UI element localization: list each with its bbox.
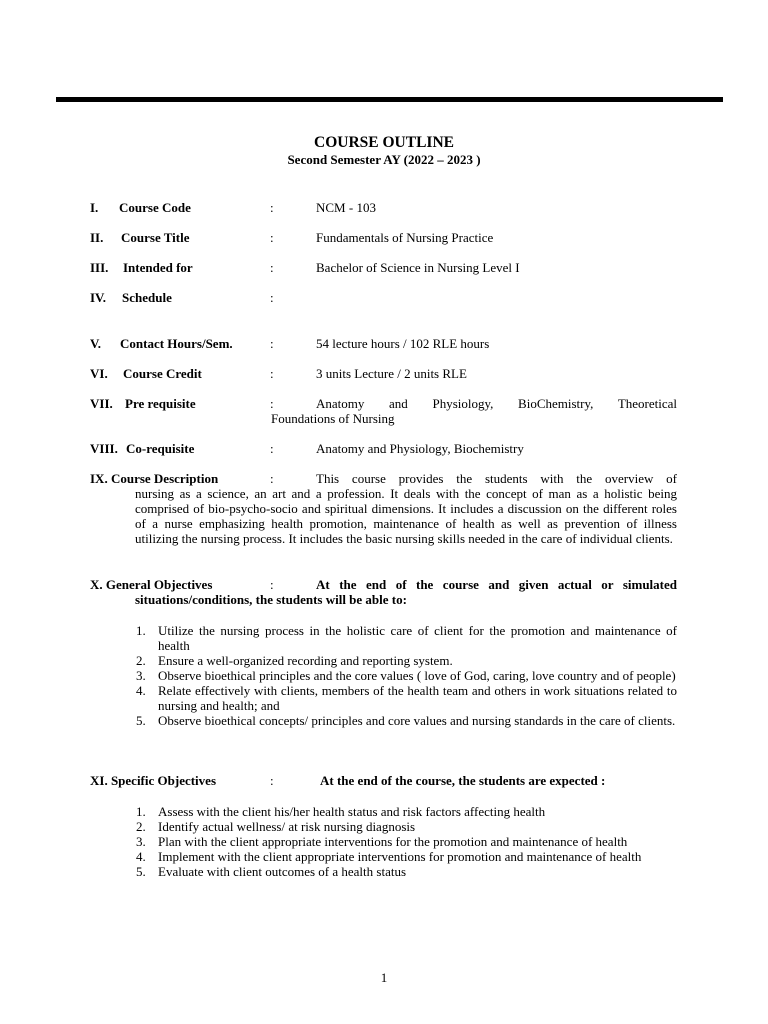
list-item bbox=[136, 713, 677, 728]
field-schedule bbox=[90, 290, 677, 305]
section-colon: : bbox=[270, 577, 274, 592]
field-colon: : bbox=[270, 230, 274, 245]
field-label: Contact Hours/Sem. bbox=[120, 336, 233, 351]
field-label: Course Title bbox=[121, 230, 190, 245]
field-intended-for bbox=[90, 260, 677, 275]
list-item-number: 5. bbox=[136, 713, 146, 728]
list-item-number: 2. bbox=[136, 819, 146, 834]
general-objectives-list bbox=[136, 623, 677, 728]
field-colon: : bbox=[270, 336, 274, 351]
section-label: X. General Objectives bbox=[90, 577, 213, 592]
list-item-text: Ensure a well-organized recording and reporting system. bbox=[158, 653, 453, 668]
field-label: Intended for bbox=[123, 260, 193, 275]
field-numeral: III. bbox=[90, 260, 109, 275]
field-colon: : bbox=[270, 290, 274, 305]
section-label: IX. Course Description bbox=[90, 471, 219, 486]
list-item-number: 1. bbox=[136, 623, 146, 638]
list-item-text: Plan with the client appropriate interventions for the promotion and maintenance of health bbox=[158, 834, 628, 849]
list-item bbox=[136, 623, 677, 653]
document-title: COURSE OUTLINE bbox=[314, 134, 454, 151]
list-item bbox=[136, 849, 677, 864]
field-value: Fundamentals of Nursing Practice bbox=[316, 230, 494, 245]
list-item bbox=[136, 819, 677, 834]
list-item-number: 3. bbox=[136, 668, 146, 683]
field-numeral: VI. bbox=[90, 366, 108, 381]
list-item-text: Identify actual wellness/ at risk nursing diagnosis bbox=[158, 819, 416, 834]
field-numeral: IV. bbox=[90, 290, 107, 305]
field-course-title bbox=[90, 230, 677, 245]
field-label: Course Credit bbox=[123, 366, 202, 381]
list-item bbox=[136, 668, 677, 683]
field-pre-requisite bbox=[90, 396, 677, 426]
general-objectives-header bbox=[90, 577, 677, 609]
field-colon: : bbox=[270, 396, 274, 411]
specific-objectives-header bbox=[90, 773, 677, 788]
field-numeral: VII. bbox=[90, 396, 113, 411]
field-value: NCM - 103 bbox=[316, 200, 376, 215]
field-colon: : bbox=[270, 366, 274, 381]
list-item-text: Utilize the nursing process in the holistic care of client for the promotion and maintenance of health bbox=[158, 623, 677, 653]
field-numeral: VIII. bbox=[90, 441, 118, 456]
description-first-line: This course provides the students with the overview of bbox=[316, 471, 677, 486]
field-value: 3 units Lecture / 2 units RLE bbox=[316, 366, 467, 381]
section-label: XI. Specific Objectives bbox=[90, 773, 217, 788]
list-item-number: 4. bbox=[136, 683, 146, 698]
list-item bbox=[136, 804, 677, 819]
field-colon: : bbox=[270, 200, 274, 215]
field-numeral: V. bbox=[90, 336, 101, 351]
field-course-credit bbox=[90, 366, 677, 381]
list-item-number: 5. bbox=[136, 864, 146, 879]
list-item bbox=[136, 653, 677, 668]
section-colon: : bbox=[270, 471, 274, 486]
list-item-text: Evaluate with client outcomes of a health status bbox=[158, 864, 407, 879]
field-numeral: I. bbox=[90, 200, 99, 215]
field-value: Anatomy and Physiology, BioChemistry, Theoretical bbox=[316, 396, 677, 411]
course-description-section bbox=[90, 471, 677, 563]
list-item-number: 2. bbox=[136, 653, 146, 668]
specific-objectives-list bbox=[136, 804, 677, 879]
section-lead-first: At the end of the course and given actual or simulated bbox=[316, 577, 677, 592]
field-colon: : bbox=[270, 441, 274, 456]
list-item-number: 4. bbox=[136, 849, 146, 864]
list-item-number: 3. bbox=[136, 834, 146, 849]
field-colon: : bbox=[270, 260, 274, 275]
description-text: nursing as a science, an art and a profession. It deals with the concept of man as a holistic being comprised of bio-psycho-socio and spiritual dimensions. It includes a discussion on the different roles of a nurse emphasizing health promotion, maintenance of health as well as prevention of illness utilizing the nursing process. It includes the basic nursing skills needed in the care of individual clients. bbox=[135, 486, 677, 546]
list-item-text: Observe bioethical concepts/ principles and core values and nursing standards in the care of clients. bbox=[158, 713, 676, 728]
field-value: 54 lecture hours / 102 RLE hours bbox=[316, 336, 490, 351]
field-value-continuation: Foundations of Nursing bbox=[271, 411, 395, 426]
field-value: Bachelor of Science in Nursing Level I bbox=[316, 260, 520, 275]
document-subtitle: Second Semester AY (2022 – 2023 ) bbox=[287, 152, 481, 167]
list-item bbox=[136, 683, 677, 713]
section-lead: At the end of the course, the students are expected : bbox=[320, 773, 606, 788]
field-value: Anatomy and Physiology, Biochemistry bbox=[316, 441, 524, 456]
header-rule bbox=[56, 97, 723, 102]
field-label: Co-requisite bbox=[126, 441, 195, 456]
list-item-text: Assess with the client his/her health status and risk factors affecting health bbox=[158, 804, 546, 819]
list-item-number: 1. bbox=[136, 804, 146, 819]
list-item-text: Observe bioethical principles and the core values ( love of God, caring, love country and of people) bbox=[158, 668, 676, 683]
list-item-text: Relate effectively with clients, members of the health team and others in work situations related to nursing and health; and bbox=[158, 683, 677, 713]
section-lead-rest: situations/conditions, the students will be able to: bbox=[135, 592, 407, 607]
field-label: Pre requisite bbox=[125, 396, 196, 411]
list-item bbox=[136, 864, 677, 879]
list-item-text: Implement with the client appropriate interventions for promotion and maintenance of health bbox=[158, 849, 642, 864]
section-colon: : bbox=[270, 773, 274, 788]
field-label: Course Code bbox=[119, 200, 191, 215]
field-numeral: II. bbox=[90, 230, 104, 245]
field-course-code bbox=[90, 200, 677, 215]
field-contact-hours bbox=[90, 336, 677, 351]
page-number: 1 bbox=[380, 970, 388, 985]
list-item bbox=[136, 834, 677, 849]
field-co-requisite bbox=[90, 441, 677, 456]
field-label: Schedule bbox=[122, 290, 172, 305]
